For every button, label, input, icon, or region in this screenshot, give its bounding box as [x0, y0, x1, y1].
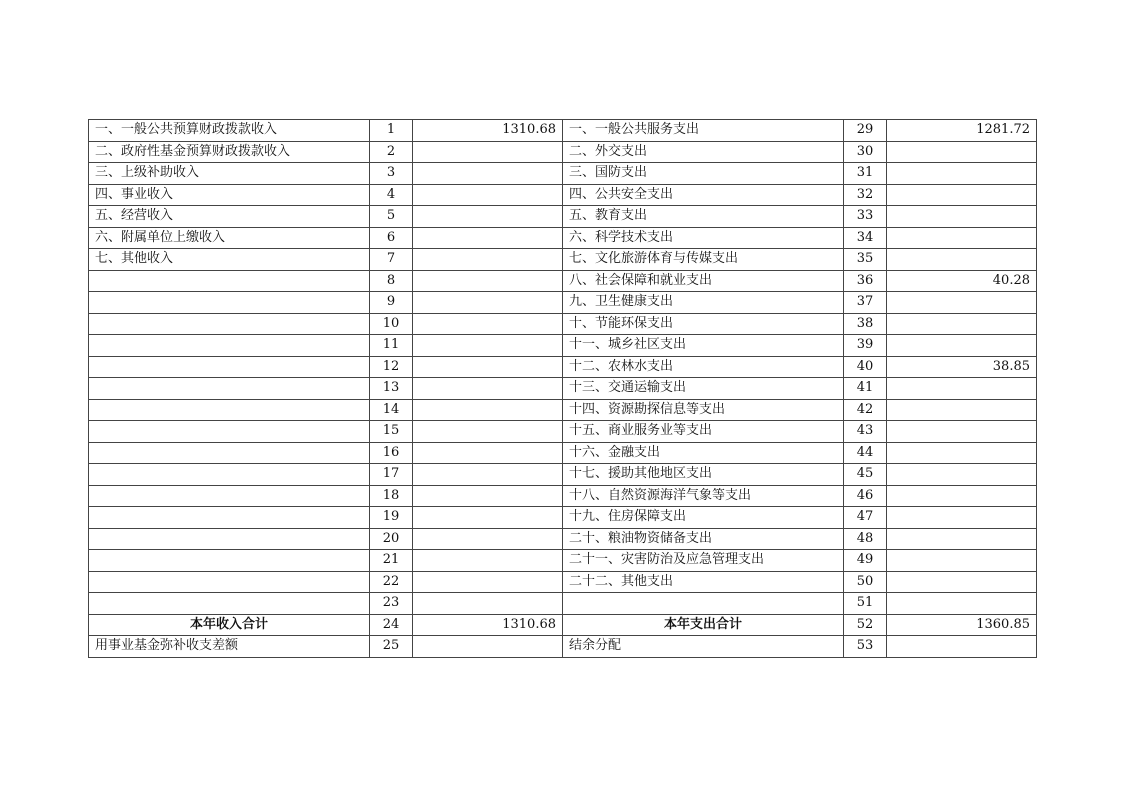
expense-line-no: 51: [844, 593, 887, 615]
income-item: [89, 378, 370, 400]
table-row: [89, 292, 1037, 314]
income-amount: [413, 356, 563, 378]
expense-item: 三、国防支出: [563, 163, 844, 185]
expense-line-no: 40: [844, 356, 887, 378]
expense-amount: [887, 399, 1037, 421]
expense-line-no: 29: [844, 120, 887, 142]
expense-item: 四、公共安全支出: [563, 184, 844, 206]
table-row: [89, 464, 1037, 486]
expense-line-no: 50: [844, 571, 887, 593]
income-amount: [413, 636, 563, 658]
expense-item: 九、卫生健康支出: [563, 292, 844, 314]
income-line-no: 19: [370, 507, 413, 529]
table-row: [89, 141, 1037, 163]
expense-amount: [887, 593, 1037, 615]
income-line-no: 12: [370, 356, 413, 378]
income-amount: [413, 292, 563, 314]
income-line-no: 9: [370, 292, 413, 314]
expense-line-no: 42: [844, 399, 887, 421]
income-amount: [413, 141, 563, 163]
table-row: [89, 378, 1037, 400]
income-line-no: 17: [370, 464, 413, 486]
expense-total-no: 52: [844, 614, 887, 636]
expense-total-amount: 1360.85: [887, 614, 1037, 636]
expense-amount: [887, 163, 1037, 185]
expense-amount: [887, 378, 1037, 400]
income-line-no: 18: [370, 485, 413, 507]
expense-line-no: 43: [844, 421, 887, 443]
income-line-no: 1: [370, 120, 413, 142]
table-row: [89, 227, 1037, 249]
budget-table: [88, 119, 1037, 658]
expense-amount: [887, 485, 1037, 507]
income-total-amount: 1310.68: [413, 614, 563, 636]
income-amount: [413, 571, 563, 593]
table-row: [89, 313, 1037, 335]
income-line-no: 5: [370, 206, 413, 228]
income-line-no: 23: [370, 593, 413, 615]
expense-item: 结余分配: [563, 636, 844, 658]
income-line-no: 25: [370, 636, 413, 658]
expense-item: 十五、商业服务业等支出: [563, 421, 844, 443]
expense-amount: [887, 184, 1037, 206]
income-line-no: 10: [370, 313, 413, 335]
expense-amount: [887, 249, 1037, 271]
table-row: [89, 550, 1037, 572]
expense-line-no: 36: [844, 270, 887, 292]
expense-line-no: 35: [844, 249, 887, 271]
budget-table-body: [89, 120, 1037, 658]
income-amount: [413, 485, 563, 507]
table-row: [89, 485, 1037, 507]
table-row: [89, 206, 1037, 228]
income-line-no: 3: [370, 163, 413, 185]
income-amount: [413, 528, 563, 550]
expense-line-no: 48: [844, 528, 887, 550]
expense-line-no: 41: [844, 378, 887, 400]
income-line-no: 13: [370, 378, 413, 400]
income-line-no: 11: [370, 335, 413, 357]
expense-item: 十七、援助其他地区支出: [563, 464, 844, 486]
income-item: [89, 356, 370, 378]
income-amount: [413, 464, 563, 486]
income-amount: [413, 313, 563, 335]
totals-row: [89, 614, 1037, 636]
income-line-no: 15: [370, 421, 413, 443]
expense-item: 六、科学技术支出: [563, 227, 844, 249]
expense-item: 二十二、其他支出: [563, 571, 844, 593]
expense-line-no: 47: [844, 507, 887, 529]
income-amount: 1310.68: [413, 120, 563, 142]
expense-line-no: 49: [844, 550, 887, 572]
expense-item: [563, 593, 844, 615]
income-line-no: 14: [370, 399, 413, 421]
expense-amount: [887, 442, 1037, 464]
income-amount: [413, 421, 563, 443]
income-item: [89, 399, 370, 421]
expense-item: 十八、自然资源海洋气象等支出: [563, 485, 844, 507]
expense-line-no: 53: [844, 636, 887, 658]
expense-amount: [887, 571, 1037, 593]
income-item: [89, 528, 370, 550]
expense-amount: [887, 421, 1037, 443]
table-row: [89, 184, 1037, 206]
expense-amount: [887, 550, 1037, 572]
expense-item: 一、一般公共服务支出: [563, 120, 844, 142]
expense-line-no: 45: [844, 464, 887, 486]
expense-line-no: 39: [844, 335, 887, 357]
balance-row: [89, 636, 1037, 658]
income-amount: [413, 163, 563, 185]
income-item: 三、上级补助收入: [89, 163, 370, 185]
table-row: [89, 249, 1037, 271]
expense-amount: [887, 313, 1037, 335]
income-amount: [413, 227, 563, 249]
expense-amount: 1281.72: [887, 120, 1037, 142]
table-row: [89, 163, 1037, 185]
expense-item: 七、文化旅游体育与传媒支出: [563, 249, 844, 271]
expense-item: 十、节能环保支出: [563, 313, 844, 335]
expense-amount: [887, 141, 1037, 163]
expense-item: 八、社会保障和就业支出: [563, 270, 844, 292]
expense-line-no: 34: [844, 227, 887, 249]
expense-item: 十六、金融支出: [563, 442, 844, 464]
income-line-no: 22: [370, 571, 413, 593]
expense-amount: [887, 292, 1037, 314]
expense-item: 二十、粮油物资储备支出: [563, 528, 844, 550]
expense-line-no: 31: [844, 163, 887, 185]
expense-total-label: 本年支出合计: [563, 614, 844, 636]
expense-amount: [887, 464, 1037, 486]
table-row: [89, 421, 1037, 443]
income-item: [89, 507, 370, 529]
income-amount: [413, 184, 563, 206]
expense-item: 十九、住房保障支出: [563, 507, 844, 529]
income-amount: [413, 399, 563, 421]
table-row: [89, 571, 1037, 593]
expense-amount: [887, 206, 1037, 228]
table-row: [89, 335, 1037, 357]
table-row: [89, 399, 1037, 421]
table-row: [89, 356, 1037, 378]
income-item: [89, 270, 370, 292]
expense-line-no: 44: [844, 442, 887, 464]
income-total-label: 本年收入合计: [89, 614, 370, 636]
table-row: [89, 528, 1037, 550]
expense-item: 二十一、灾害防治及应急管理支出: [563, 550, 844, 572]
income-item: [89, 335, 370, 357]
income-item: [89, 550, 370, 572]
income-amount: [413, 335, 563, 357]
expense-line-no: 33: [844, 206, 887, 228]
income-amount: [413, 507, 563, 529]
expense-amount: [887, 227, 1037, 249]
income-item: 四、事业收入: [89, 184, 370, 206]
table-row: [89, 120, 1037, 142]
expense-item: 十四、资源勘探信息等支出: [563, 399, 844, 421]
income-amount: [413, 270, 563, 292]
expense-item: 十一、城乡社区支出: [563, 335, 844, 357]
income-line-no: 2: [370, 141, 413, 163]
income-amount: [413, 550, 563, 572]
expense-line-no: 38: [844, 313, 887, 335]
income-amount: [413, 442, 563, 464]
income-line-no: 21: [370, 550, 413, 572]
expense-line-no: 32: [844, 184, 887, 206]
income-item: [89, 485, 370, 507]
table-row: [89, 507, 1037, 529]
income-amount: [413, 206, 563, 228]
income-item: 五、经营收入: [89, 206, 370, 228]
table-row: [89, 270, 1037, 292]
expense-item: 二、外交支出: [563, 141, 844, 163]
expense-amount: [887, 528, 1037, 550]
expense-line-no: 37: [844, 292, 887, 314]
income-item: 一、一般公共预算财政拨款收入: [89, 120, 370, 142]
expense-amount: [887, 636, 1037, 658]
expense-amount: [887, 507, 1037, 529]
expense-line-no: 30: [844, 141, 887, 163]
income-item: [89, 292, 370, 314]
expense-amount: 38.85: [887, 356, 1037, 378]
income-line-no: 7: [370, 249, 413, 271]
income-line-no: 8: [370, 270, 413, 292]
expense-item: 十三、交通运输支出: [563, 378, 844, 400]
expense-amount: 40.28: [887, 270, 1037, 292]
income-item: 二、政府性基金预算财政拨款收入: [89, 141, 370, 163]
income-line-no: 4: [370, 184, 413, 206]
income-item: [89, 593, 370, 615]
income-item: 七、其他收入: [89, 249, 370, 271]
income-item: [89, 313, 370, 335]
income-line-no: 6: [370, 227, 413, 249]
expense-amount: [887, 335, 1037, 357]
expense-item: 五、教育支出: [563, 206, 844, 228]
table-row: [89, 442, 1037, 464]
income-item: [89, 571, 370, 593]
income-total-no: 24: [370, 614, 413, 636]
income-item: [89, 464, 370, 486]
income-line-no: 16: [370, 442, 413, 464]
income-item: [89, 442, 370, 464]
expense-line-no: 46: [844, 485, 887, 507]
expense-item: 十二、农林水支出: [563, 356, 844, 378]
income-amount: [413, 249, 563, 271]
table-row: [89, 593, 1037, 615]
income-amount: [413, 593, 563, 615]
income-line-no: 20: [370, 528, 413, 550]
income-item: 六、附属单位上缴收入: [89, 227, 370, 249]
income-item: 用事业基金弥补收支差额: [89, 636, 370, 658]
income-amount: [413, 378, 563, 400]
income-item: [89, 421, 370, 443]
